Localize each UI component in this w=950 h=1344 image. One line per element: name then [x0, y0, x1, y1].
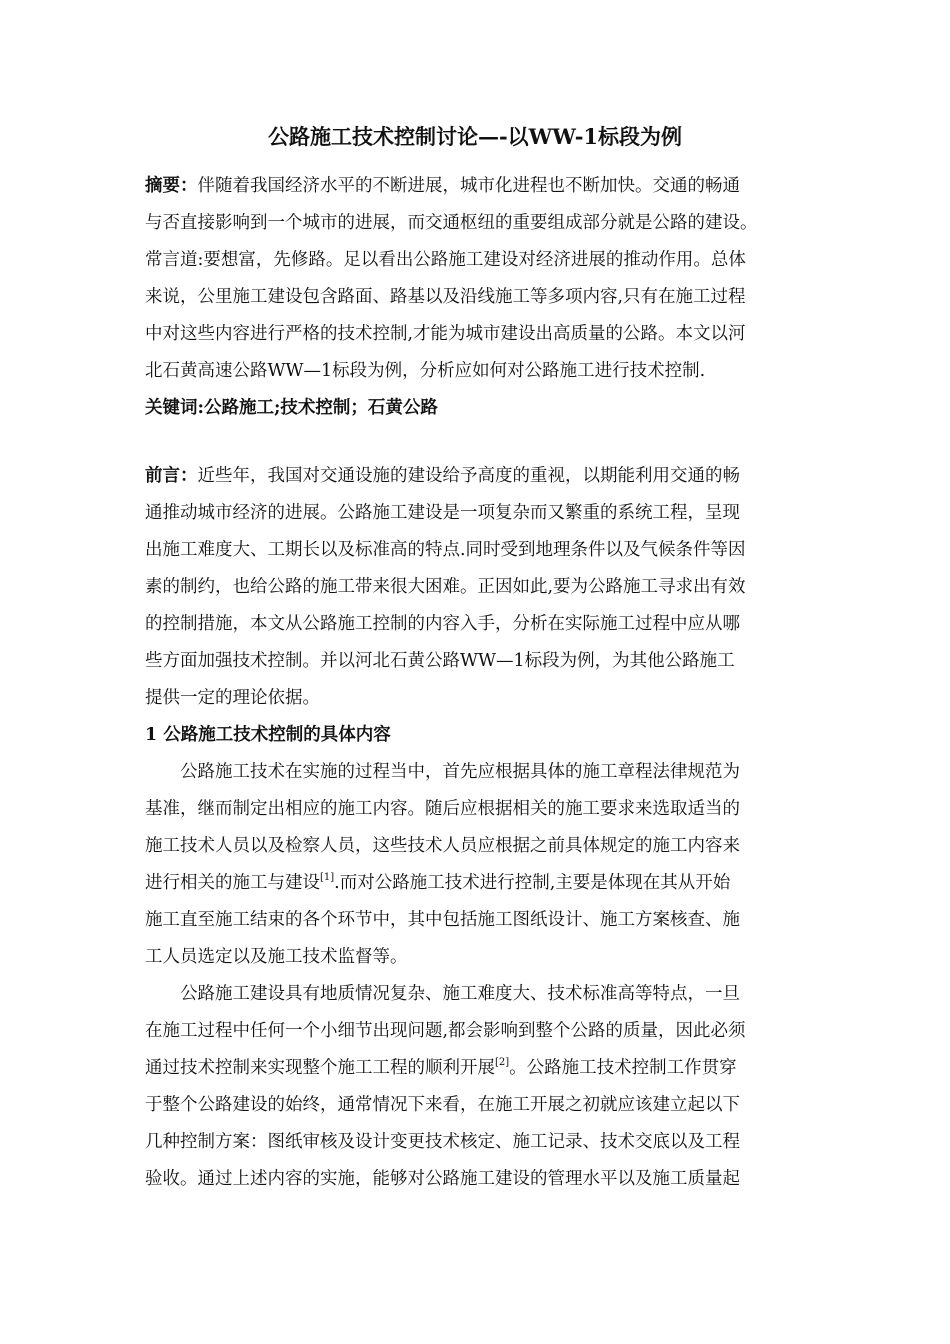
s1p1-line-3: 施工技术人员以及检察人员，这些技术人员应根据之前具体规定的施工内容来	[145, 836, 740, 856]
abstract-text: 伴随着我国经济水平的不断进展，城市化进程也不断加快。交通的畅通	[197, 176, 740, 196]
citation-ref-2: [2]	[495, 1057, 510, 1068]
abstract-line-5: 中对这些内容进行严格的技术控制,才能为城市建设出高质量的公路。本文以河	[145, 324, 746, 344]
preface-line-6: 些方面加强技术控制。并以河北石黄公路WW—1标段为例，为其他公路施工	[145, 651, 735, 671]
s1p1-line-1: 公路施工技术在实施的过程当中，首先应根据具体的施工章程法律规范为	[180, 762, 740, 782]
preface-line-3: 出施工难度大、工期长以及标准高的特点.同时受到地理条件以及气候条件等因	[145, 540, 746, 560]
s1p2-line-6: 验收。通过上述内容的实施，能够对公路施工建设的管理水平以及施工质量起	[145, 1169, 740, 1189]
s1p2-line-2: 在施工过程中任何一个小细节出现问题,都会影响到整个公路的质量，因此必须	[145, 1021, 746, 1041]
abstract-line-4: 来说，公里施工建设包含路面、路基以及沿线施工等多项内容,只有在施工过程	[145, 287, 746, 307]
abstract-line-2: 与否直接影响到一个城市的进展，而交通枢纽的重要组成部分就是公路的建设。	[145, 213, 758, 233]
preface-line-7: 提供一定的理论依据。	[145, 688, 320, 708]
preface-text: 近些年，我国对交通设施的建设给予高度的重视，以期能利用交通的畅	[197, 466, 740, 486]
keywords-text: 公路施工;技术控制；石黄公路	[203, 398, 438, 418]
preface-label: 前言：	[145, 466, 198, 486]
s1p1-line-5: 施工直至施工结束的各个环节中，其中包括施工图纸设计、施工方案核查、施	[145, 910, 740, 930]
keywords-label: 关键词:	[145, 398, 204, 418]
s1p2-line-1: 公路施工建设具有地质情况复杂、施工难度大、技术标准高等特点，一旦	[180, 984, 740, 1004]
s1p2-line-3-text-a: 通过技术控制来实现整个施工工程的顺利开展	[145, 1058, 495, 1078]
preface-line-1	[145, 464, 740, 488]
abstract-label: 摘要：	[145, 176, 198, 196]
abstract-line-1	[145, 174, 740, 198]
s1p2-line-4: 于整个公路建设的始终，通常情况下来看，在施工开展之初就应该建立起以下	[145, 1095, 740, 1115]
abstract-line-6: 北石黄高速公路WW—1标段为例，分析应如何对公路施工进行技术控制.	[145, 361, 706, 381]
section-1-heading: 1 公路施工技术控制的具体内容	[145, 725, 391, 745]
keywords-line	[145, 396, 438, 420]
preface-line-4: 素的制约，也给公路的施工带来很大困难。正因如此,要为公路施工寻求出有效	[145, 577, 746, 597]
s1p2-line-5: 几种控制方案：图纸审核及设计变更技术核定、施工记录、技术交底以及工程	[145, 1132, 740, 1152]
s1p1-line-4-text-a: 进行相关的施工与建设	[145, 873, 320, 893]
document-title: 公路施工技术控制讨论—-以WW-1标段为例	[267, 124, 683, 149]
abstract-line-3: 常言道:要想富，先修路。足以看出公路施工建设对经济进展的推动作用。总体	[145, 250, 746, 270]
s1p1-line-4	[145, 871, 730, 895]
s1p1-line-4-text-b: .而对公路施工技术进行控制,主要是体现在其从开始	[334, 873, 731, 893]
citation-ref-1: [1]	[320, 872, 335, 883]
s1p1-line-2: 基准，继而制定出相应的施工内容。随后应根据相关的施工要求来选取适当的	[145, 799, 740, 819]
s1p1-line-6: 工人员选定以及施工技术监督等。	[145, 947, 408, 967]
preface-line-2: 通推动城市经济的进展。公路施工建设是一项复杂而又繁重的系统工程，呈现	[145, 503, 740, 523]
s1p2-line-3	[145, 1056, 737, 1080]
s1p2-line-3-text-b: 。公路施工技术控制工作贯穿	[509, 1058, 737, 1078]
preface-line-5: 的控制措施，本文从公路施工控制的内容入手，分析在实际施工过程中应从哪	[145, 614, 740, 634]
